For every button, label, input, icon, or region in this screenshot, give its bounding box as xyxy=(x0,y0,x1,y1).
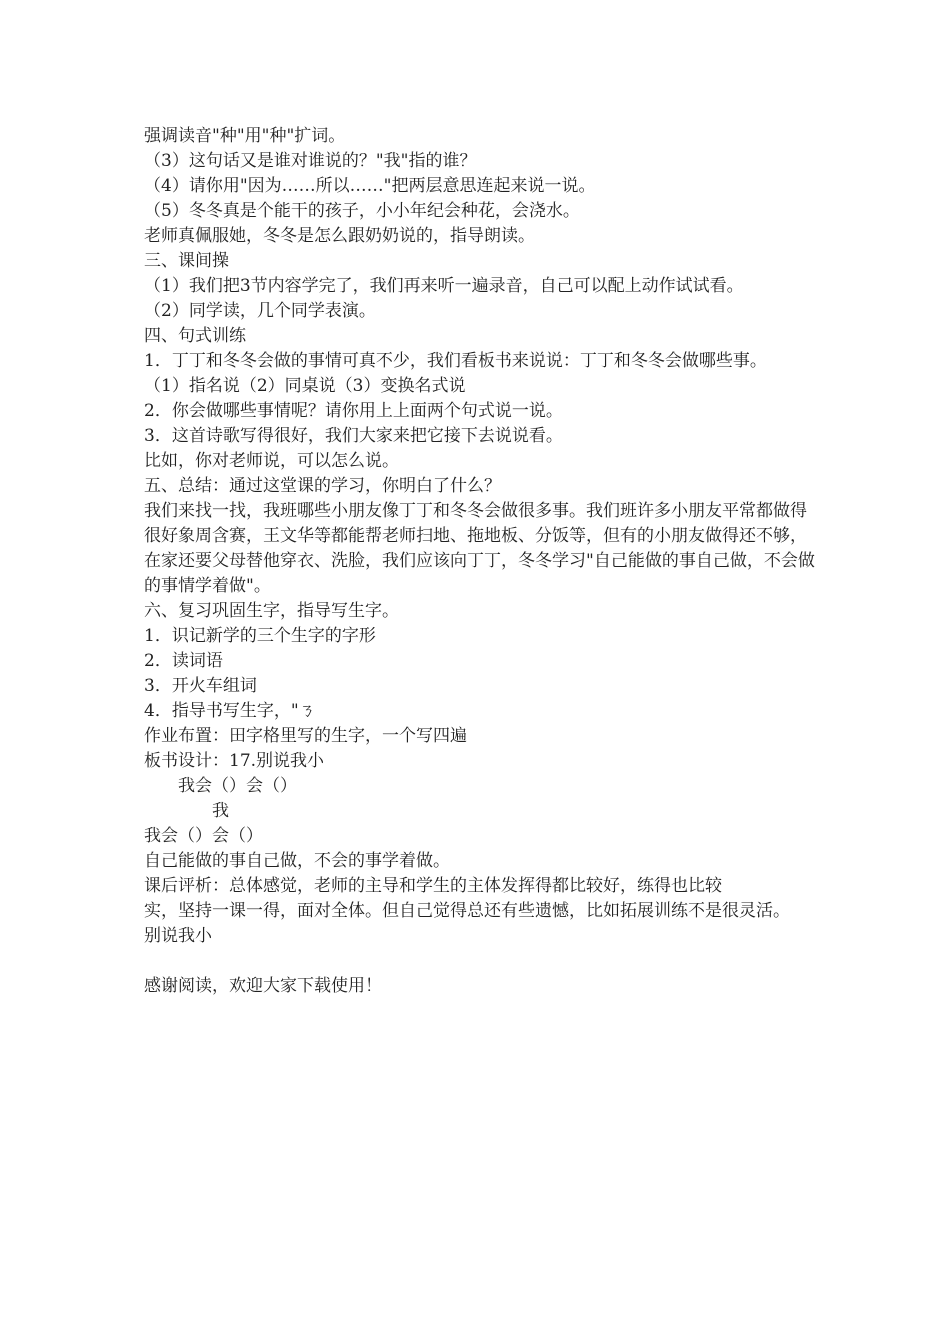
text-line: 2．读词语 xyxy=(144,651,223,671)
text-line: 2．你会做哪些事情呢？请你用上上面两个句式说一说。 xyxy=(144,401,563,421)
text-line: 板书设计：17.别说我小 xyxy=(144,751,325,771)
text-line: 3．开火车组词 xyxy=(144,676,257,696)
text-line: 在家还要父母替他穿衣、洗脸，我们应该向丁丁，冬冬学习"自己能做的事自己做，不会做 xyxy=(144,551,815,571)
text-line: 自己能做的事自己做，不会的事学着做。 xyxy=(144,851,450,871)
text-line: 1．丁丁和冬冬会做的事情可真不少，我们看板书来说说：丁丁和冬冬会做哪些事。 xyxy=(144,351,767,371)
text-line: 六、复习巩固生字，指导写生字。 xyxy=(144,601,399,621)
text-line: （1）指名说（2）同桌说（3）变换名式说 xyxy=(144,376,466,396)
text-line: 四、句式训练 xyxy=(144,326,246,346)
document-body xyxy=(144,124,828,999)
text-line: 感谢阅读，欢迎大家下载使用！ xyxy=(144,976,382,996)
text-line: 我 xyxy=(212,801,229,821)
text-line: 4．指导书写生字，"ㄋ xyxy=(144,701,316,721)
text-line: 老师真佩服她，冬冬是怎么跟奶奶说的，指导朗读。 xyxy=(144,226,535,246)
text-line: 1．识记新学的三个生字的字形 xyxy=(144,626,376,646)
text-line: 强调读音"种"用"种"扩词。 xyxy=(144,126,346,146)
text-line: 作业布置：田字格里写的生字，一个写四遍 xyxy=(144,726,467,746)
text-line: 别说我小 xyxy=(144,926,212,946)
text-line: 我们来找一找，我班哪些小朋友像丁丁和冬冬会做很多事。我们班许多小朋友平常都做得 xyxy=(144,501,807,521)
text-line: 实，坚持一课一得，面对全体。但自己觉得总还有些遗憾，比如拓展训练不是很灵活。 xyxy=(144,901,790,921)
text-line: （3）这句话又是谁对谁说的？"我"指的谁？ xyxy=(144,151,477,171)
text-line: 很好象周含赛，王文华等都能帮老师扫地、拖地板、分饭等，但有的小朋友做得还不够， xyxy=(144,526,807,546)
text-line: 三、课间操 xyxy=(144,251,229,271)
text-line: （4）请你用"因为……所以……"把两层意思连起来说一说。 xyxy=(144,176,596,196)
text-line: （5）冬冬真是个能干的孩子，小小年纪会种花，会浇水。 xyxy=(144,201,580,221)
text-line: 我会（）会（） xyxy=(178,776,297,796)
text-line: 的事情学着做"。 xyxy=(144,576,271,596)
text-line: （2）同学读，几个同学表演。 xyxy=(144,301,376,321)
text-line: 比如，你对老师说，可以怎么说。 xyxy=(144,451,399,471)
text-line: 我会（）会（） xyxy=(144,826,263,846)
text-line: 五、总结：通过这堂课的学习，你明白了什么？ xyxy=(144,476,501,496)
text-line: （1）我们把3节内容学完了，我们再来听一遍录音，自己可以配上动作试试看。 xyxy=(144,276,744,296)
blank-line xyxy=(144,949,828,974)
text-line: 课后评析：总体感觉，老师的主导和学生的主体发挥得都比较好，练得也比较 xyxy=(144,876,722,896)
text-line: 3．这首诗歌写得很好，我们大家来把它接下去说说看。 xyxy=(144,426,563,446)
